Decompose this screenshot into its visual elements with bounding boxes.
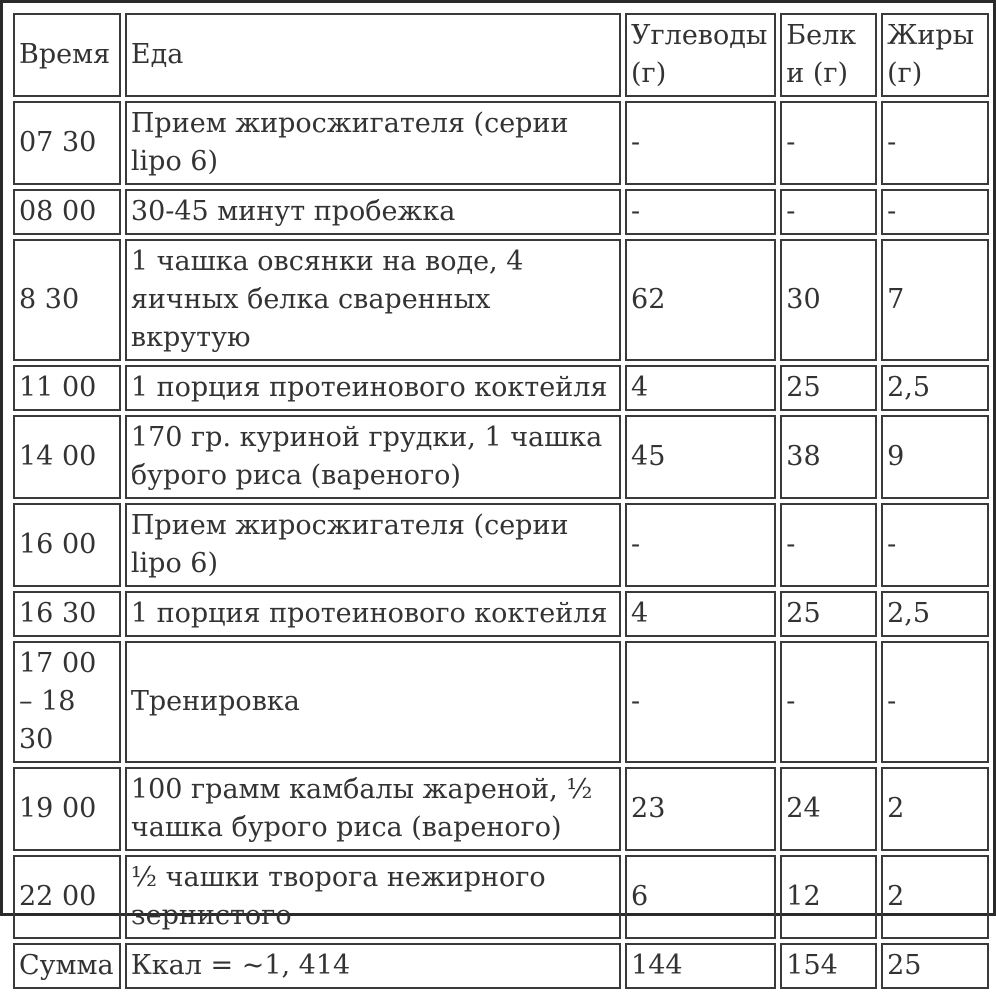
cell-food: ½ чашки творога нежирного зернистого xyxy=(125,855,621,939)
cell-fat: 2,5 xyxy=(881,365,989,411)
cell-protein: 154 xyxy=(780,943,877,989)
table-row xyxy=(13,591,989,637)
cell-protein: 12 xyxy=(780,855,877,939)
cell-fat: - xyxy=(881,641,989,763)
cell-protein: - xyxy=(780,641,877,763)
table-row xyxy=(13,101,989,185)
cell-protein: 24 xyxy=(780,767,877,851)
cell-carbs: 4 xyxy=(625,591,776,637)
header-food: Еда xyxy=(125,13,621,97)
cell-carbs: 45 xyxy=(625,415,776,499)
cell-food: 30-45 минут пробежка xyxy=(125,189,621,235)
cell-time: 07 30 xyxy=(13,101,121,185)
table-row xyxy=(13,503,989,587)
cell-time: 11 00 xyxy=(13,365,121,411)
cell-protein: 30 xyxy=(780,239,877,361)
cell-fat: 2 xyxy=(881,855,989,939)
cell-carbs: - xyxy=(625,503,776,587)
cell-protein: 38 xyxy=(780,415,877,499)
cell-food: 1 чашка овсянки на воде, 4 яичных белка сваренных вкрутую xyxy=(125,239,621,361)
cell-fat: 2,5 xyxy=(881,591,989,637)
cell-time: 22 00 xyxy=(13,855,121,939)
cell-time: 17 00 – 18 30 xyxy=(13,641,121,763)
table-row xyxy=(13,767,989,851)
cell-protein: 25 xyxy=(780,591,877,637)
cell-time: 19 00 xyxy=(13,767,121,851)
cell-time: Сумма xyxy=(13,943,121,989)
table-row-total xyxy=(13,943,989,989)
cell-protein: - xyxy=(780,101,877,185)
table-header-row xyxy=(13,13,989,97)
table-row xyxy=(13,415,989,499)
cell-carbs: 62 xyxy=(625,239,776,361)
cell-time: 8 30 xyxy=(13,239,121,361)
cell-fat: - xyxy=(881,503,989,587)
cell-fat: - xyxy=(881,189,989,235)
table-row xyxy=(13,189,989,235)
cell-fat: - xyxy=(881,101,989,185)
cell-food: 1 порция протеинового коктейля xyxy=(125,365,621,411)
cell-fat: 7 xyxy=(881,239,989,361)
cell-protein: - xyxy=(780,503,877,587)
cell-protein: 25 xyxy=(780,365,877,411)
cell-food: Прием жиросжигателя (серии lipo 6) xyxy=(125,503,621,587)
cell-food: 170 гр. куриной грудки, 1 чашка бурого риса (вареного) xyxy=(125,415,621,499)
cell-time: 16 30 xyxy=(13,591,121,637)
cell-time: 16 00 xyxy=(13,503,121,587)
header-carbs: Углеводы (г) xyxy=(625,13,776,97)
cell-carbs: - xyxy=(625,189,776,235)
cell-fat: 25 xyxy=(881,943,989,989)
table-row xyxy=(13,239,989,361)
header-fat: Жиры (г) xyxy=(881,13,989,97)
cell-carbs: - xyxy=(625,641,776,763)
meal-plan-table xyxy=(9,9,993,993)
cell-fat: 9 xyxy=(881,415,989,499)
cell-food: Тренировка xyxy=(125,641,621,763)
header-protein: Белки (г) xyxy=(780,13,877,97)
cell-carbs: 23 xyxy=(625,767,776,851)
cell-carbs: 4 xyxy=(625,365,776,411)
cell-food: 100 грамм камбалы жареной, ½ чашка бурого риса (вареного) xyxy=(125,767,621,851)
table-row xyxy=(13,855,989,939)
table-row xyxy=(13,365,989,411)
cell-carbs: 144 xyxy=(625,943,776,989)
cell-carbs: - xyxy=(625,101,776,185)
cell-protein: - xyxy=(780,189,877,235)
table-row xyxy=(13,641,989,763)
cell-fat: 2 xyxy=(881,767,989,851)
cell-time: 08 00 xyxy=(13,189,121,235)
cell-food: Ккал = ~1, 414 xyxy=(125,943,621,989)
cell-food: Прием жиросжигателя (серии lipo 6) xyxy=(125,101,621,185)
cell-time: 14 00 xyxy=(13,415,121,499)
cell-food: 1 порция протеинового коктейля xyxy=(125,591,621,637)
cell-carbs: 6 xyxy=(625,855,776,939)
header-time: Время xyxy=(13,13,121,97)
